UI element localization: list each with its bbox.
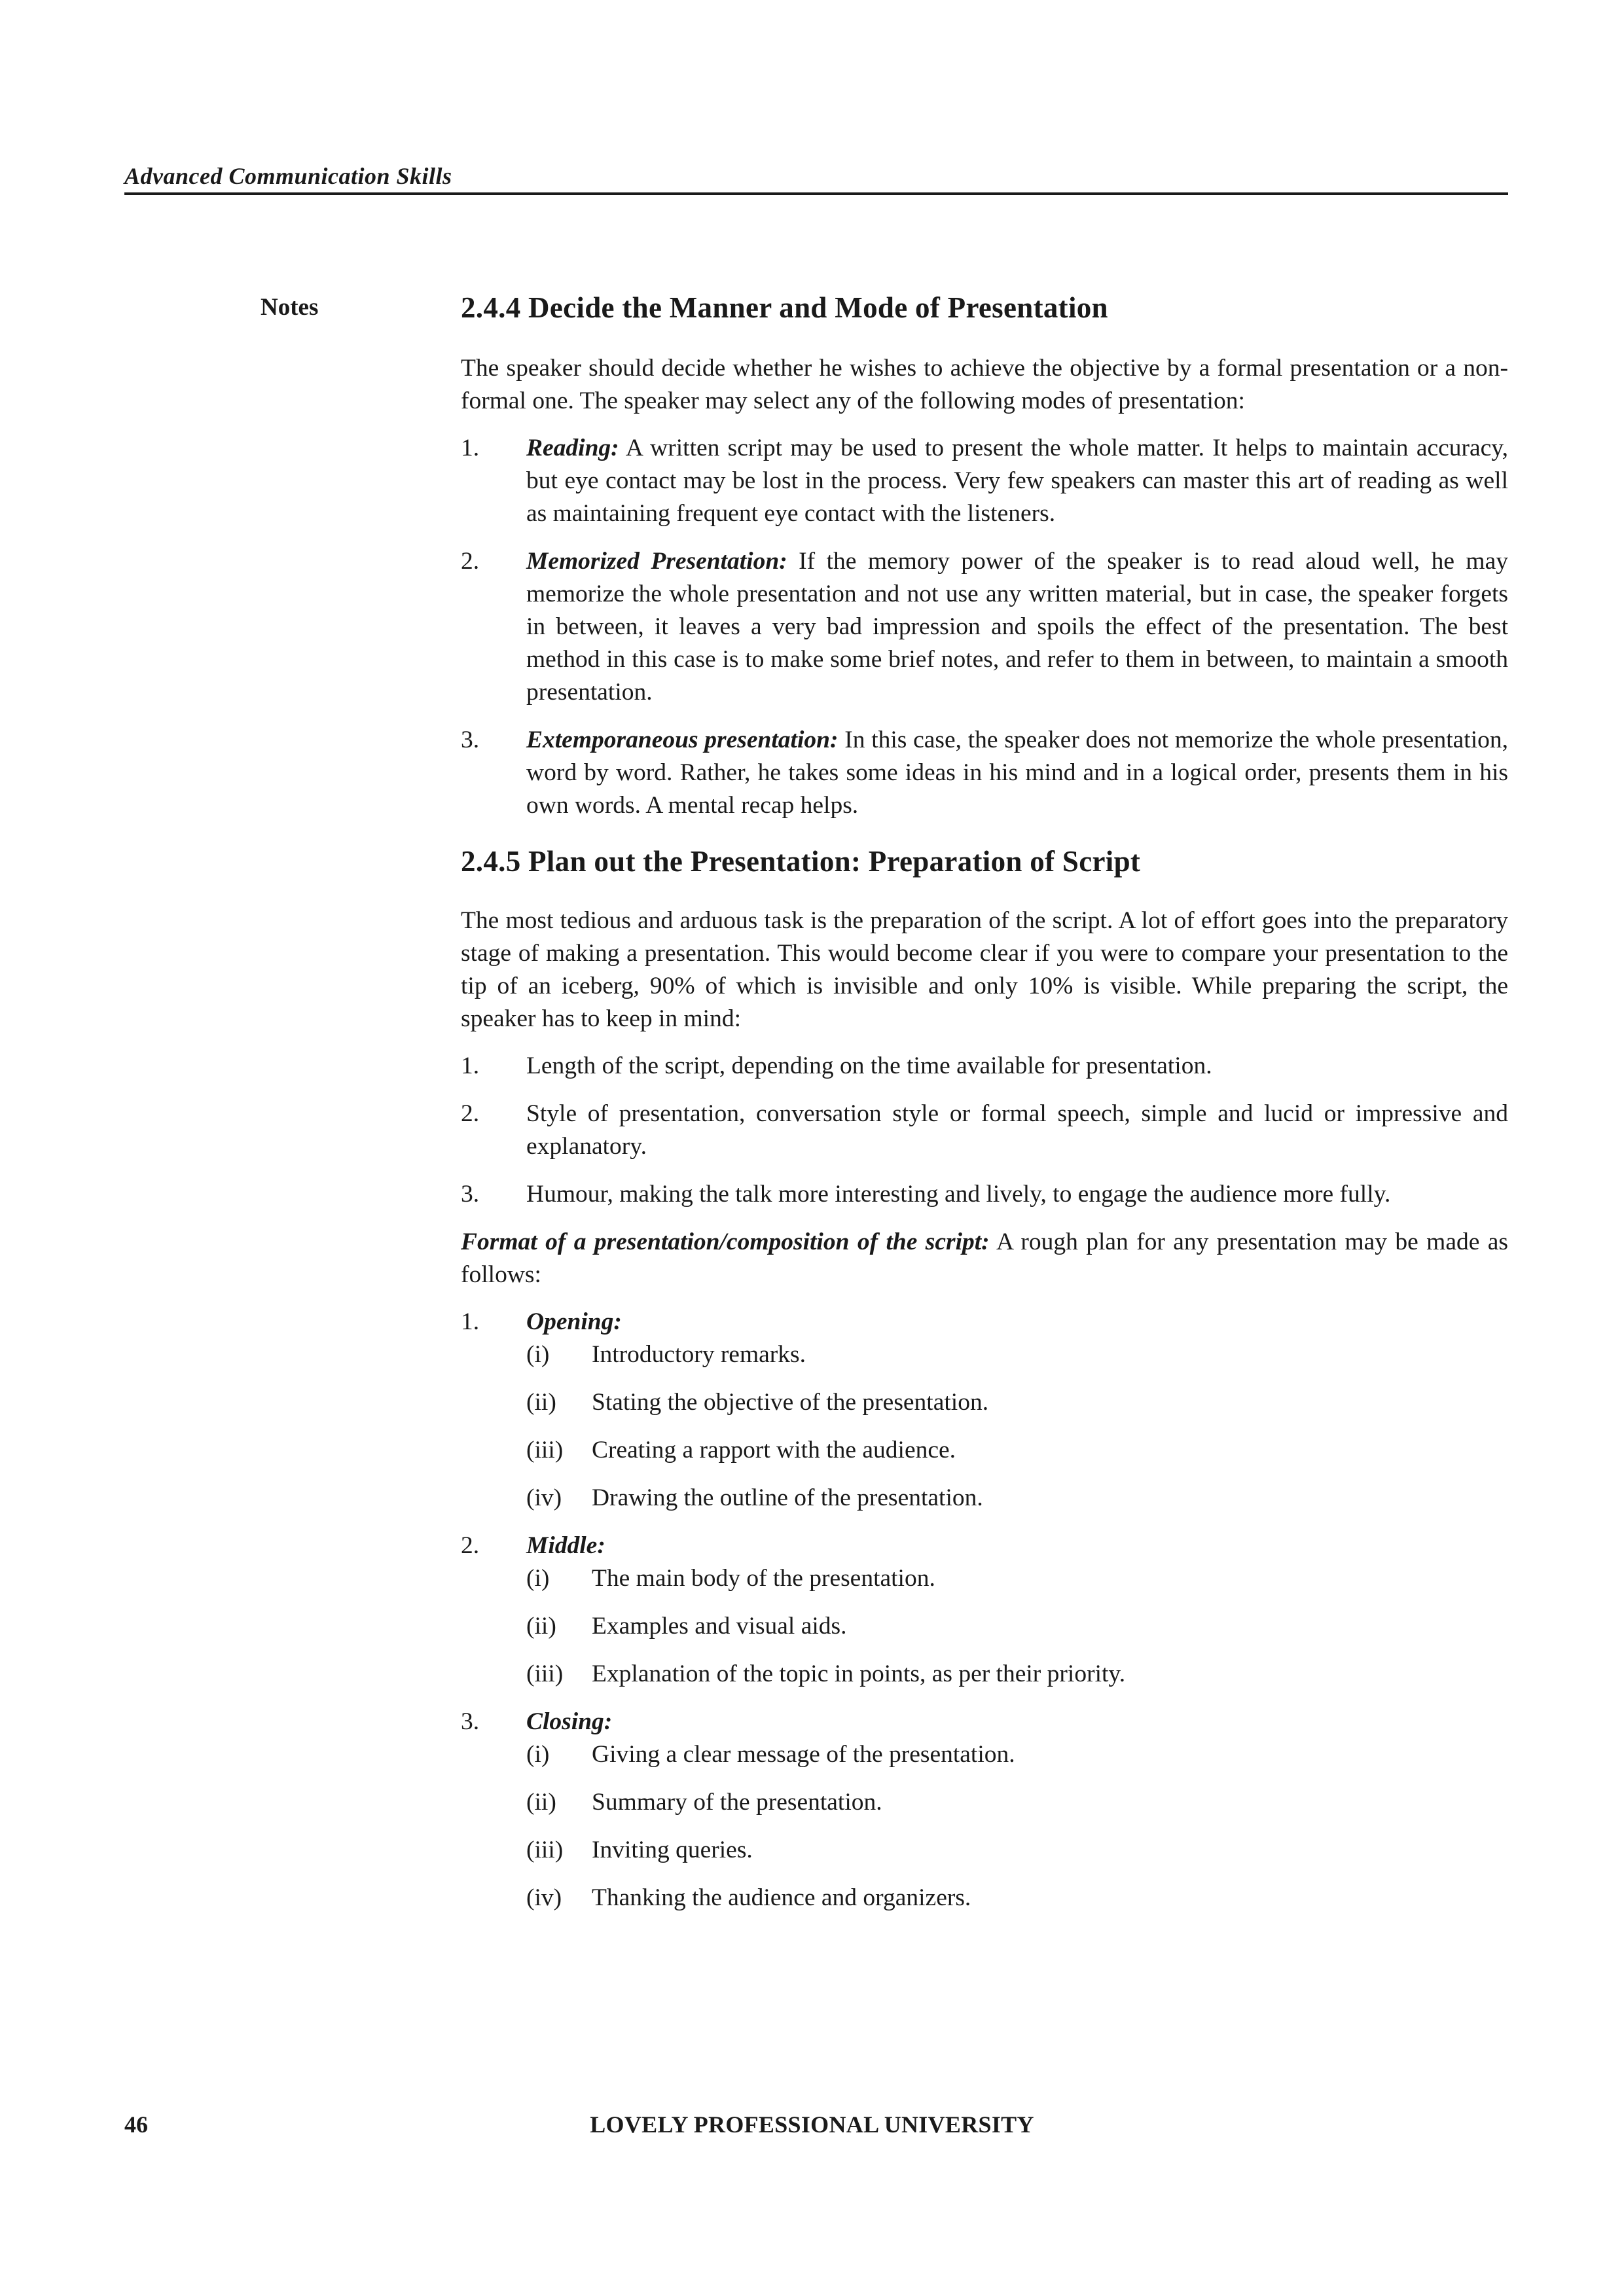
presentation-plan-list (461, 1306, 1508, 1914)
sub-item-text: Drawing the outline of the presentation. (592, 1484, 983, 1511)
list-item-text: Style of presentation, conversation style or formal speech, simple and lucid or impressive and explanatory. (526, 1100, 1508, 1160)
mode-description: In this case, the speaker does not memorize the whole presentation, word by word. Rather, he takes some ideas in his mind and in a logical order, presents them in his own words. A mental recap helps. (526, 726, 1508, 819)
list-item (461, 1178, 1508, 1211)
list-item (461, 432, 1508, 530)
plan-stage (461, 1306, 1508, 1515)
sub-item-text: The main body of the presentation. (592, 1565, 935, 1592)
mode-term: Memorized Presentation: (526, 548, 787, 575)
presentation-modes-list (461, 432, 1508, 822)
sub-item-text: Thanking the audience and organizers. (592, 1884, 971, 1911)
plan-stage-title: Middle: (526, 1532, 605, 1559)
mode-term: Extemporaneous presentation: (526, 726, 839, 753)
plan-sub-list (526, 1562, 1508, 1691)
sub-list-item (526, 1882, 1508, 1914)
roman-marker: (ii) (526, 1389, 556, 1416)
plan-stage-body (526, 1530, 1508, 1691)
sub-list-item (526, 1658, 1508, 1691)
list-number: 3. (461, 726, 480, 753)
section-2-4-4-intro: The speaker should decide whether he wishes to achieve the objective by a formal presentation or a non-formal one. The speaker may select any of the following modes of presentation: (461, 355, 1508, 414)
section-heading-2-4-5: 2.4.5 Plan out the Presentation: Preparation of Script (461, 845, 1141, 878)
plan-stage-body (526, 1306, 1508, 1515)
sub-list-item (526, 1738, 1508, 1771)
sub-list-item (526, 1562, 1508, 1595)
list-number: 1. (461, 1052, 480, 1079)
roman-marker: (iii) (526, 1437, 564, 1463)
format-text: A rough plan for any presentation may be made as follows: (461, 1229, 1508, 1288)
format-paragraph (461, 1226, 1508, 1291)
page-number: 46 (124, 2111, 148, 2138)
plan-stage (461, 1530, 1508, 1691)
roman-marker: (iv) (526, 1484, 562, 1511)
roman-marker: (ii) (526, 1789, 556, 1816)
main-content (461, 288, 1508, 1929)
plan-stage-body (526, 1706, 1508, 1914)
notes-margin-label: Notes (261, 294, 319, 321)
list-number: 3. (461, 1708, 480, 1735)
list-item (461, 1050, 1508, 1083)
list-item-text: Humour, making the talk more interesting and lively, to engage the audience more fully. (526, 1181, 1391, 1208)
plan-sub-list (526, 1738, 1508, 1914)
running-header-title: Advanced Communication Skills (124, 163, 452, 189)
sub-item-text: Examples and visual aids. (592, 1613, 847, 1640)
list-number: 2. (461, 1532, 480, 1559)
roman-marker: (i) (526, 1741, 550, 1768)
list-number: 2. (461, 548, 480, 575)
sub-list-item (526, 1338, 1508, 1371)
mode-term: Reading: (526, 435, 619, 461)
plan-stage-title: Closing: (526, 1708, 613, 1735)
list-item (461, 545, 1508, 709)
list-item-body (526, 545, 1508, 709)
sub-list-item (526, 1610, 1508, 1643)
plan-stage (461, 1706, 1508, 1914)
sub-item-text: Summary of the presentation. (592, 1789, 882, 1816)
roman-marker: (i) (526, 1565, 550, 1592)
plan-stage-title: Opening: (526, 1308, 622, 1335)
section-heading-2-4-4: 2.4.4 Decide the Manner and Mode of Presentation (461, 291, 1108, 324)
sub-list-item (526, 1434, 1508, 1467)
roman-marker: (ii) (526, 1613, 556, 1640)
sub-list-item (526, 1786, 1508, 1819)
list-item-body (526, 432, 1508, 530)
mode-description: If the memory power of the speaker is to read aloud well, he may memorize the whole presentation and not use any written material, but in case, the speaker forgets in between, it leaves a very bad impression and spoils the effect of the presentation. The best method in this case is to make some brief notes, and refer to them in between, to maintain a smooth presentation. (526, 548, 1508, 706)
roman-marker: (iii) (526, 1660, 564, 1687)
sub-item-text: Inviting queries. (592, 1837, 753, 1863)
sub-item-text: Stating the objective of the presentation. (592, 1389, 989, 1416)
sub-item-text: Explanation of the topic in points, as per their priority. (592, 1660, 1126, 1687)
list-number: 1. (461, 1308, 480, 1335)
sub-list-item (526, 1834, 1508, 1867)
list-item-body (526, 724, 1508, 822)
list-item (461, 1098, 1508, 1163)
sub-list-item (526, 1482, 1508, 1515)
sub-item-text: Creating a rapport with the audience. (592, 1437, 956, 1463)
list-number: 3. (461, 1181, 480, 1208)
sub-item-text: Introductory remarks. (592, 1341, 806, 1368)
sub-list-item (526, 1386, 1508, 1419)
sub-item-text: Giving a clear message of the presentation. (592, 1741, 1015, 1768)
list-item (461, 724, 1508, 822)
plan-sub-list (526, 1338, 1508, 1515)
section-2-4-5-intro: The most tedious and arduous task is the preparation of the script. A lot of effort goes into the preparatory stage of making a presentation. This would become clear if you were to compare your presentation to the tip of an iceberg, 90% of which is invisible and only 10% is visible. While preparing the script, the speaker has to keep in mind: (461, 907, 1508, 1032)
roman-marker: (iv) (526, 1884, 562, 1911)
list-item-text: Length of the script, depending on the time available for presentation. (526, 1052, 1212, 1079)
roman-marker: (i) (526, 1341, 550, 1368)
roman-marker: (iii) (526, 1837, 564, 1863)
header-rule (124, 192, 1508, 195)
mode-description: A written script may be used to present the whole matter. It helps to maintain accuracy, but eye contact may be lost in the process. Very few speakers can master this art of reading as well as maintaining frequent eye contact with the listeners. (526, 435, 1508, 527)
list-number: 2. (461, 1100, 480, 1127)
list-number: 1. (461, 435, 480, 461)
script-considerations-list (461, 1050, 1508, 1211)
format-term: Format of a presentation/composition of the script: (461, 1229, 990, 1255)
footer-university-name: LOVELY PROFESSIONAL UNIVERSITY (590, 2111, 1034, 2138)
